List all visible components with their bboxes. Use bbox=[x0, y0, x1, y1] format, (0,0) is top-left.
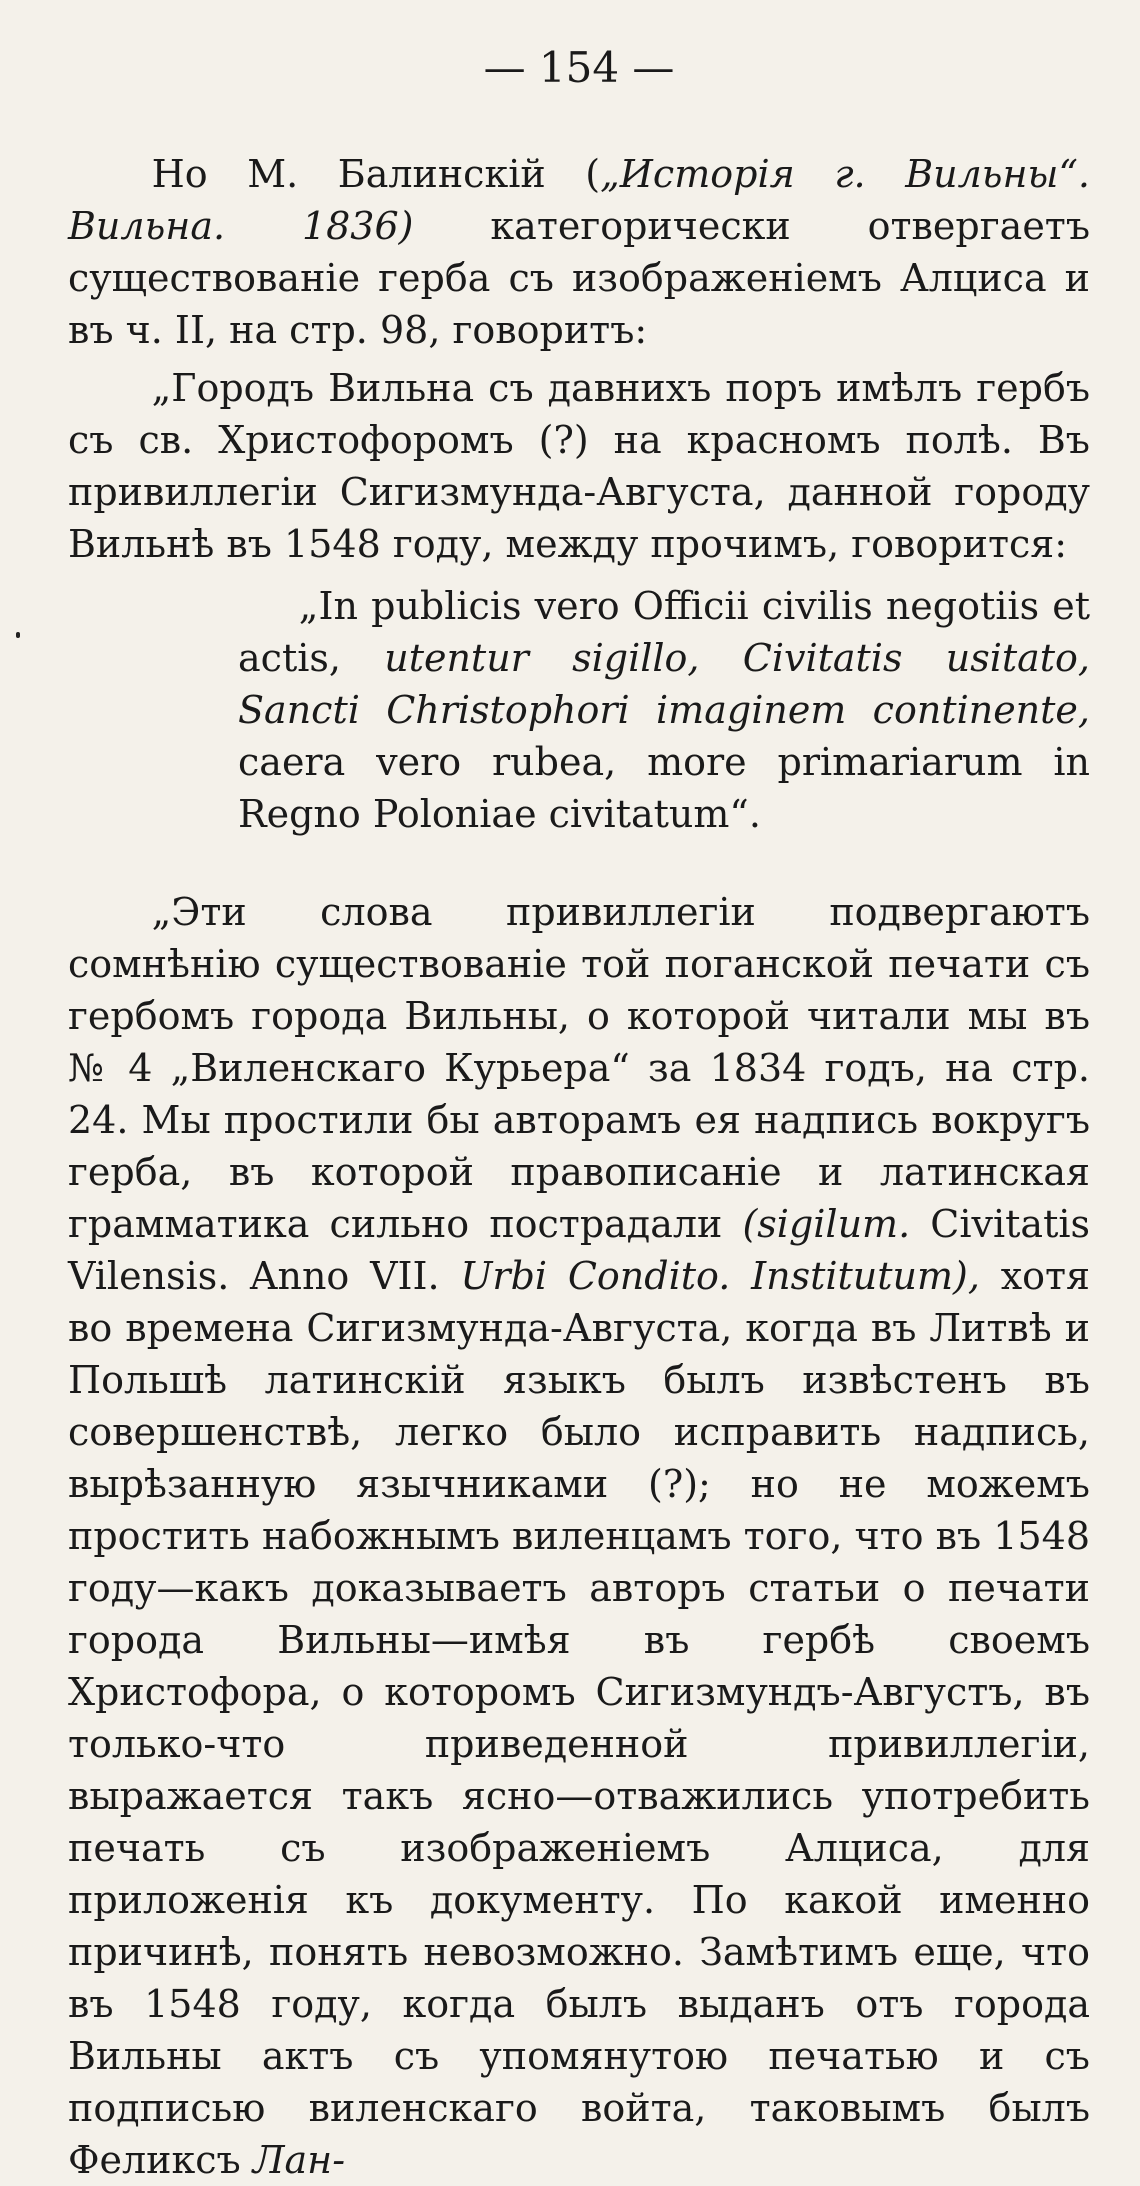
paragraph-2: „Городъ Вильна съ давнихъ поръ имѣлъ гербъ съ св. Христофоромъ (?) на красномъ полѣ. Въ привиллегіи Сигизмунда-Августа, данной городу Вильнѣ въ 1548 году, между прочимъ, говорится: bbox=[68, 366, 1090, 566]
paragraph-3-text-a: „Эти слова привиллегіи подвергаютъ сомнѣнію существованіе той поганской печати съ гербомъ города Вильны, о которой читали мы въ № 4 „Виленскаго Курьера“ за 1834 годъ, на стр. 24. Мы простили бы авторамъ ея надпись вокругъ герба, въ которой правописаніе и латинская грамматика сильно пострадали bbox=[68, 890, 1090, 1246]
paragraph-1-text-c: категорически отвергаетъ существованіе герба съ изображеніемъ Алциса и въ ч. II, на стр. 98, говоритъ: bbox=[68, 204, 1090, 352]
paragraph-1 bbox=[68, 148, 1090, 356]
paragraph-3-italic-f: Лан- bbox=[252, 2138, 346, 2182]
paragraph-3-text-e: хотя во времена Сигизмунда-Августа, когда въ Литвѣ и Польшѣ латинскій языкъ былъ извѣстенъ въ совершенствѣ, легко было исправить надпись, вырѣзанную язычниками (?); но не можемъ простить набожнымъ виленцамъ того, что въ 1548 году—какъ доказываетъ авторъ статьи о печати города Вильны—имѣя въ гербѣ своемъ Христофора, о которомъ Сигизмундъ-Августъ, въ только-что приведенной привиллегіи, выражается такъ ясно—отважились употребить печать съ изображеніемъ Алциса, для приложенія къ документу. По какой именно причинѣ, понять невозможно. Замѣтимъ еще, что въ 1548 году, когда былъ выданъ отъ города Вильны актъ съ упомянутою печатью и съ подписью виленскаго войта, таковымъ былъ Феликсъ bbox=[68, 1254, 1090, 2182]
latin-quote-text-c: caera vero rubea, more primariarum in Regno Poloniae civitatum“. bbox=[238, 740, 1090, 836]
paragraph-1-citation: „Исторія г. Вильны“. Вильна. 1836) bbox=[68, 152, 1090, 248]
page-number: — 154 — bbox=[483, 43, 675, 92]
latin-quote-text-a: „In publicis vero Officii civilis negotiis et actis, bbox=[238, 584, 1090, 680]
paragraph-1-text-a: Но М. Балинскій ( bbox=[151, 152, 601, 196]
paragraph-3-italic-b: (sigilum. bbox=[742, 1202, 911, 1246]
print-speck bbox=[16, 632, 20, 638]
paragraph-3 bbox=[68, 886, 1090, 2186]
latin-quote-italic: utentur sigillo, Civitatis usitato, Sancti Christophori imaginem continente, bbox=[238, 636, 1090, 732]
paragraph-3-text-c: Civitatis Vilensis. Anno VII. bbox=[68, 1202, 1091, 1298]
latin-quote bbox=[238, 580, 1090, 840]
paragraph-3-italic-d: Urbi Condito. Institutum), bbox=[460, 1254, 980, 1298]
